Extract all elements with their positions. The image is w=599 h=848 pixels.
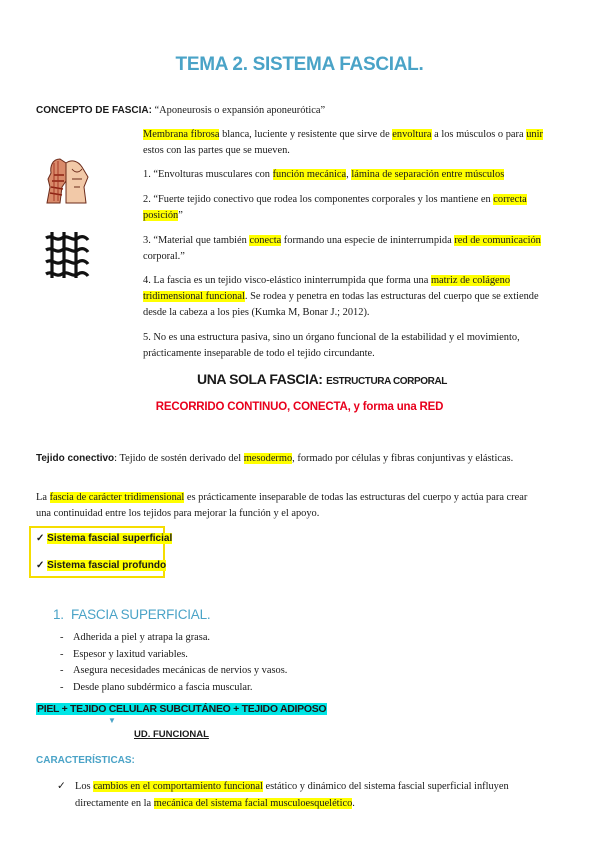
text-run: 5. No es una estructura pasiva, sino un órgano funcional de la estabilidad y el movimiento, prácticamente inseparable de todo el tejido circundante. <box>143 332 520 359</box>
fascia-paragraph <box>36 490 531 522</box>
text-run: . Se rodea y penetra en todas las estructuras del cuerpo que se extiende desde la cabeza a los pies (Kumka M, Bonar J.; 2012). <box>143 291 539 318</box>
list-item: - Adherida a piel y atrapa la grasa. <box>60 630 287 647</box>
def-5 <box>143 330 543 362</box>
text-run: Los <box>75 781 94 792</box>
check-icon: ✓ <box>36 533 45 544</box>
highlighted-text: unir <box>526 129 543 140</box>
text-run: La <box>36 492 50 503</box>
text-run: 3. “Material que también <box>143 235 250 246</box>
una-sola-sub: ESTRUCTURA CORPORAL <box>326 376 447 387</box>
check-icon: ✓ <box>57 781 66 792</box>
concepto-text: “Aponeurosis o expansión aponeurótica” <box>151 105 326 116</box>
text-run: , <box>346 169 352 180</box>
def-1 <box>143 167 543 183</box>
down-arrow-icon: ▼ <box>108 716 116 725</box>
concepto-label: CONCEPTO DE FASCIA: <box>36 105 152 116</box>
ud-funcional: UD. FUNCIONAL <box>134 729 209 740</box>
def-3 <box>143 233 543 265</box>
text-run: blanca, luciente y resistente que sirve de <box>219 129 393 140</box>
woven-mesh-icon <box>42 230 92 280</box>
def-0 <box>143 127 543 159</box>
concepto-line <box>36 103 531 119</box>
page-title: TEMA 2. SISTEMA FASCIAL. <box>175 54 424 75</box>
highlighted-text: conecta <box>249 235 282 246</box>
text-run: 4. La fascia es un tejido visco-elástico ininterrumpida que forma una <box>143 275 431 286</box>
tejido-text <box>114 453 513 464</box>
text-run: estático y dinámico del sistema fascial superficial influyen directamente en la <box>75 781 509 809</box>
una-sola-fascia-heading <box>197 371 447 387</box>
recorrido-heading: RECORRIDO CONTINUO, CONECTA, y forma una RED <box>155 401 444 413</box>
tejido-label: Tejido conectivo <box>36 453 115 464</box>
highlighted-text: matriz de colágeno tridimensional funcional <box>143 275 511 302</box>
text-run: a los músculos o para <box>431 129 527 140</box>
caract-item-text <box>57 778 537 812</box>
highlighted-text: fascia de carácter tridimensional <box>49 492 185 503</box>
text-run: 1. “Envolturas musculares con <box>143 169 273 180</box>
section-fascia-superficial <box>53 607 210 622</box>
text-run: . <box>352 798 355 809</box>
list-item: - Espesor y laxitud variables. <box>60 647 287 664</box>
highlighted-text: cambios en el comportamiento funcional <box>93 781 263 792</box>
anatomy-figure-icon <box>42 157 92 205</box>
highlighted-text: mecánica del sistema facial musculoesquelético <box>153 798 353 809</box>
def-4 <box>143 273 543 321</box>
text-run: corporal.” <box>143 251 185 262</box>
highlighted-text: correcta posición <box>143 194 527 221</box>
text-run: es prácticamente inseparable de todas las estructuras del cuerpo y actúa para crear una continuidad entre los tejidos para mejorar la función y el apoyo. <box>36 492 528 519</box>
check-superficial-label: Sistema fascial superficial <box>47 533 173 544</box>
check-profundo-label: Sistema fascial profundo <box>47 560 167 571</box>
check-superficial <box>36 533 172 544</box>
text-run: : Tejido de sostén derivado del <box>114 453 244 464</box>
highlighted-text: Membrana fibrosa <box>143 129 220 140</box>
highlighted-text: mesodermo <box>243 453 293 464</box>
text-run: 2. “Fuerte tejido conectivo que rodea los componentes corporales y los mantiene en <box>143 194 494 205</box>
check-profundo <box>36 560 166 571</box>
text-run: , formado por células y fibras conjuntivas y elásticas. <box>292 453 514 464</box>
def-2 <box>143 192 543 224</box>
highlighted-text: lámina de separación entre músculos <box>351 169 505 180</box>
list-item: - Desde plano subdérmico a fascia muscular. <box>60 680 287 697</box>
highlighted-text: función mecánica <box>272 169 347 180</box>
list-item: - Asegura necesidades mecánicas de nervios y vasos. <box>60 663 287 680</box>
text-run: estos con las partes que se mueven. <box>143 145 290 156</box>
piel-tejido-line: PIEL + TEJIDO CELULAR SUBCUTÁNEO + TEJIDO ADIPOSO <box>37 703 327 715</box>
text-run: ” <box>178 210 183 221</box>
una-sola-main: UNA SOLA FASCIA: <box>197 371 327 387</box>
section-number: 1. <box>53 607 64 622</box>
text-run: formando una especie de ininterrumpida <box>281 235 455 246</box>
highlighted-text: envoltura <box>392 129 432 140</box>
caracteristicas-heading: CARACTERÍSTICAS: <box>36 755 135 766</box>
check-icon: ✓ <box>36 560 45 571</box>
bullet-list <box>60 630 287 696</box>
highlighted-text: red de comunicación <box>454 235 541 246</box>
caract-item <box>57 778 537 812</box>
section-title: FASCIA SUPERFICIAL. <box>70 607 211 622</box>
tejido-conectivo <box>36 451 531 467</box>
